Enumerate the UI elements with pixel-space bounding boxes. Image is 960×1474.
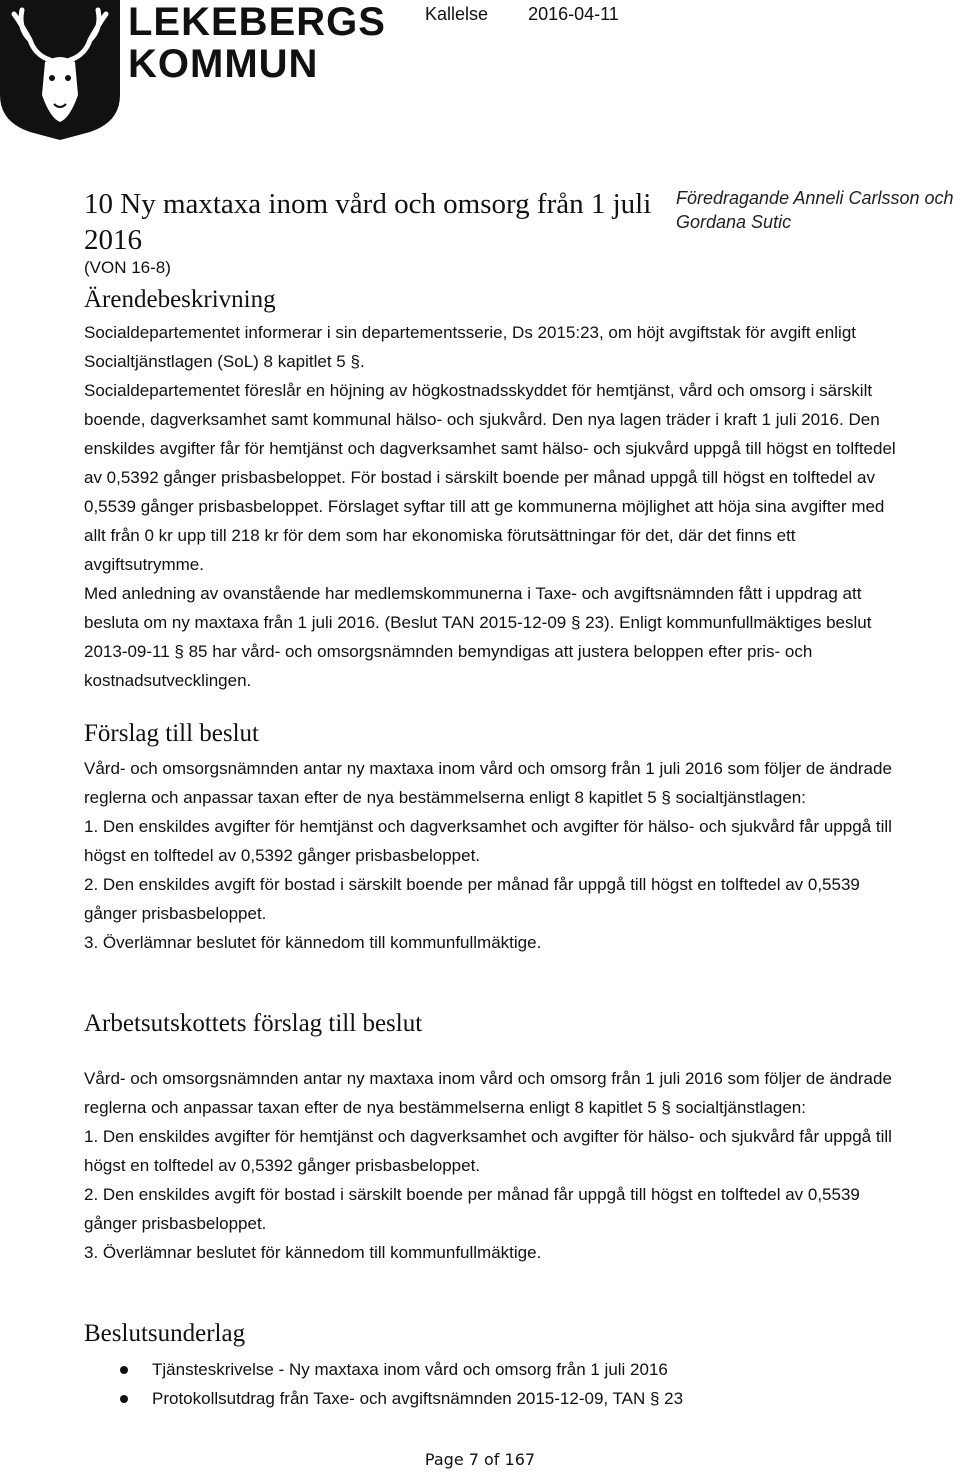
list-item — [84, 1355, 683, 1384]
basis-item-1: Tjänsteskrivelse - Ny maxtaxa inom vård och omsorg från 1 juli 2016 — [152, 1360, 668, 1379]
agenda-item-title: 10 Ny maxtaxa inom vård och omsorg från 1 juli 2016 — [84, 188, 652, 256]
org-name-line1: LEKEBERGS — [128, 0, 386, 44]
document-type: Kallelse — [425, 4, 489, 24]
basis-list — [84, 1355, 683, 1413]
committee-proposal-text — [84, 1064, 904, 1267]
basis-item-2: Protokollsutdrag från Taxe- och avgiftsnämnden 2015-12-09, TAN § 23 — [152, 1389, 684, 1408]
proposal-point-2: 2. Den enskildes avgift för bostad i särskilt boende per månad får uppgå till högst en tolftedel av 0,5539 gånger prisbasbeloppet. — [84, 875, 860, 923]
bullet-icon — [120, 1395, 128, 1403]
organization-name — [128, 2, 386, 84]
proposal-intro: Vård- och omsorgsnämnden antar ny maxtaxa inom vård och omsorg från 1 juli 2016 som följer de ändrade reglerna och anpassar taxan efter de nya bestämmelserna enligt 8 kapitlet 5 § socialtjänstlagen: — [84, 759, 892, 807]
committee-point-1: 1. Den enskildes avgifter för hemtjänst och dagverksamhet och avgifter för hälso- och sjukvård får uppgå till högst en tolftedel av 0,5392 gånger prisbasbeloppet. — [84, 1127, 892, 1175]
proposal-point-3: 3. Överlämnar beslutet för kännedom till kommunfullmäktige. — [84, 933, 542, 952]
proposal-text — [84, 754, 904, 957]
case-reference: (VON 16-8) — [84, 258, 171, 277]
org-name-line2: KOMMUN — [128, 42, 319, 86]
section-heading-description: Ärendebeskrivning — [84, 286, 276, 313]
description-text — [84, 318, 904, 695]
document-header-meta — [425, 4, 619, 25]
description-paragraph-3: Med anledning av ovanstående har medlemskommunerna i Taxe- och avgiftsnämnden fått i uppdrag att besluta om ny maxtaxa från 1 juli 2016. (Beslut TAN 2015-12-09 § 23). Enligt kommunfullmäktiges beslut 2013-09-11 § 85 har vård- och omsorgsnämnden bemyndigas att justera beloppen efter pris- och kostnadsutvecklingen. — [84, 584, 872, 690]
presenter-line: Föredragande Anneli Carlsson och Gordana Sutic — [676, 188, 954, 232]
section-heading-proposal: Förslag till beslut — [84, 720, 259, 747]
proposal-point-1: 1. Den enskildes avgifter för hemtjänst och dagverksamhet och avgifter för hälso- och sjukvård får uppgå till högst en tolftedel av 0,5392 gånger prisbasbeloppet. — [84, 817, 892, 865]
committee-point-3: 3. Överlämnar beslutet för kännedom till kommunfullmäktige. — [84, 1243, 542, 1262]
section-heading-committee-proposal: Arbetsutskottets förslag till beslut — [84, 1010, 423, 1037]
document-date: 2016-04-11 — [528, 4, 619, 24]
committee-intro: Vård- och omsorgsnämnden antar ny maxtaxa inom vård och omsorg från 1 juli 2016 som följer de ändrade reglerna och anpassar taxan efter de nya bestämmelserna enligt 8 kapitlet 5 § socialtjänstlagen: — [84, 1069, 892, 1117]
list-item — [84, 1384, 683, 1413]
section-heading-basis: Beslutsunderlag — [84, 1320, 246, 1347]
bullet-icon — [120, 1366, 128, 1374]
description-paragraph-1: Socialdepartementet informerar i sin departementsserie, Ds 2015:23, om höjt avgiftstak för avgift enligt Socialtjänstlagen (SoL) 8 kapitlet 5 §. — [84, 323, 856, 371]
page-number: Page 7 of 167 — [424, 1450, 536, 1469]
description-paragraph-2: Socialdepartementet föreslår en höjning av högkostnadsskyddet för hemtjänst, vård och omsorg i särskilt boende, dagverksamhet samt kommunal hälso- och sjukvård. Den nya lagen träder i kraft 1 juli 2016. Den enskildes avgifter får för hemtjänst och dagverksamhet samt hälso- och sjukvård uppgå till högst en tolftedel av 0,5392 gånger prisbasbeloppet. För bostad i särskilt boende per månad uppgå till högst en tolftedel av 0,5539 gånger prisbasbeloppet. Förslaget syftar till att ge kommunerna möjlighet att höja sina avgifter med allt från 0 kr upp till 218 kr för dem som har ekonomiska förutsättningar för det, där det finns ett avgiftsutrymme. — [84, 381, 896, 574]
committee-point-2: 2. Den enskildes avgift för bostad i särskilt boende per månad får uppgå till högst en tolftedel av 0,5539 gånger prisbasbeloppet. — [84, 1185, 860, 1233]
